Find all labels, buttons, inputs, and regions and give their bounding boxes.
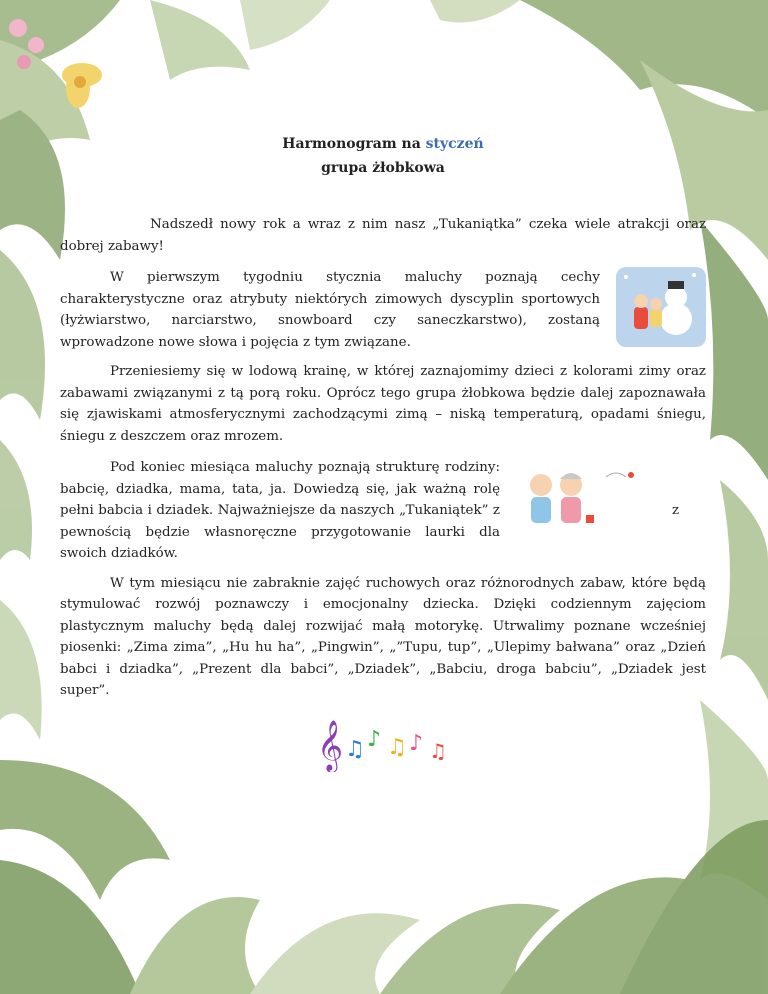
- music-notes-image: [315, 712, 465, 772]
- week3-paragraph: Pod koniec miesiąca maluchy poznają strukturę rodziny: babcię, dziadka, mama, tata, ja. Dowiedzą się, jak ważną rolę pełni babcia i dziadek. Najważniejsze da naszych „Tukaniątek” z pewnością będzie własnoręczne przygotowanie laurki dla swoich dziadków.: [60, 460, 500, 561]
- left-side-leaves: [0, 440, 42, 740]
- title-prefix: Harmonogram na: [282, 136, 421, 152]
- svg-text:♪: ♪: [367, 727, 382, 752]
- title-month: styczeń: [425, 136, 484, 152]
- svg-text:♪: ♪: [409, 731, 424, 756]
- week3-section: [60, 457, 706, 565]
- closing-paragraph: W tym miesiącu nie zabraknie zajęć ruchowych oraz różnorodnych zabaw, które będą stymulować rozwój poznawczy i emocjonalny dziecka. Dzięki codziennym zajęciom plastycznym maluchy będą dalej rozwijać małą motorykę. Utrwalimy poznane wcześniej piosenki: „Zima zima”, „Hu hu ha”, „Pingwin”, „”Tupu, tup”, „Ulepimy bałwana” oraz „Dzień babci i dziadka”, „Prezent dla babci”, „Dziadek”, „Babciu, droga babciu”, „Dziadek jest super”.: [60, 575, 706, 698]
- intro-paragraph: Nadszedł nowy rok a wraz z nim nasz „Tukaniątka” czeka wiele atrakcji oraz dobrej zabawy!: [60, 217, 706, 254]
- svg-text:♫: ♫: [345, 737, 365, 762]
- week2-paragraph: Przeniesiemy się w lodową krainę, w której zaznajomimy dzieci z kolorami zimy oraz zabawami związanymi z tą porą roku. Oprócz tego grupa żłobkowa będzie dalej zapoznawała się zjawiskami atmosferycznymi zachodzącymi zimą – niską temperaturą, opadami śniegu, śniegu z deszczem oraz mrozem.: [60, 364, 706, 444]
- week1-section: [60, 267, 706, 353]
- page-title: [60, 134, 706, 154]
- page-subtitle: grupa żłobkowa: [321, 160, 445, 176]
- grandparents-image: [516, 457, 656, 537]
- svg-text:♫: ♫: [429, 739, 447, 763]
- svg-text:♫: ♫: [387, 735, 407, 760]
- bottom-leaves: [0, 760, 768, 994]
- document-page: [60, 130, 706, 712]
- winter-children-snowman-image: [616, 267, 706, 347]
- svg-text:𝄞: 𝄞: [317, 720, 344, 771]
- week1-paragraph: W pierwszym tygodniu stycznia maluchy poznają cechy charakterystyczne oraz atrybuty niektórych zimowych dyscyplin sportowych (łyżwiarstwo, narciarstwo, snowboard czy saneczkarstwo), zostaną wprowadzone nowe słowa i pojęcia z tym związane.: [60, 270, 600, 350]
- stray-letter: z: [672, 503, 680, 518]
